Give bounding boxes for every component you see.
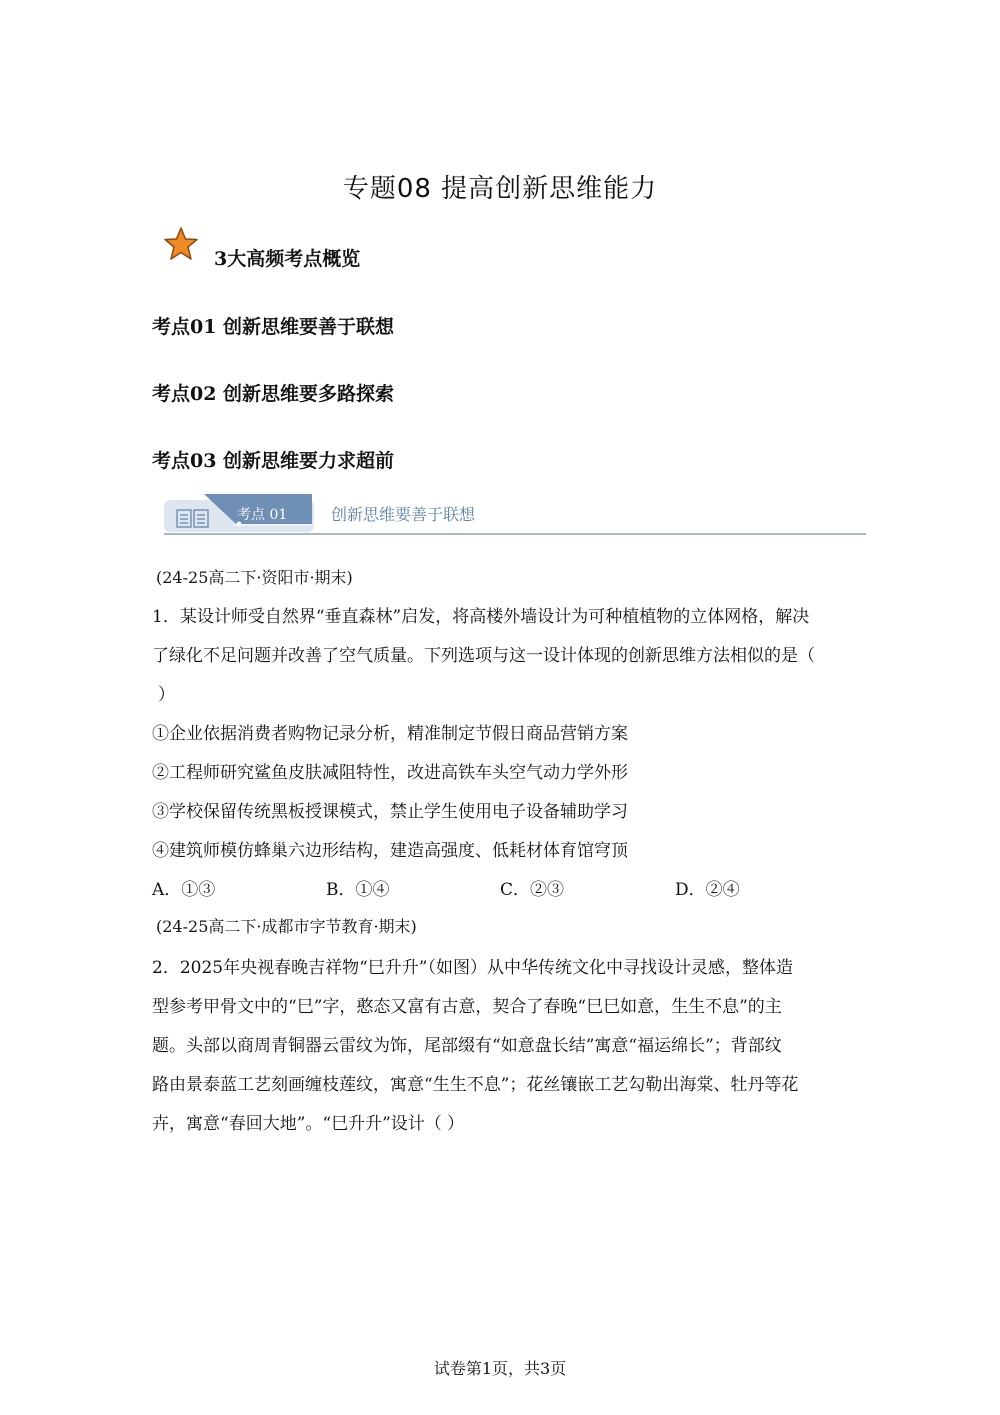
banner-label: 考点 01 [237, 507, 288, 523]
q1-option-b: B．①④ [326, 880, 390, 900]
q2-stem-line-3: 题。头部以商周青铜器云雷纹为饰，尾部缀有“如意盘长结”寓意“福运绵长”；背部纹 [152, 1036, 782, 1056]
q1-option-a: A．①③ [152, 880, 216, 900]
kaodian-item-1: 考点01 创新思维要善于联想 [152, 316, 395, 338]
q1-option-d: D．②④ [675, 880, 740, 900]
q2-stem-line-1: 2．2025年央视春晚吉祥物“巳升升”（如图）从中华传统文化中寻找设计灵感，整体造 [152, 958, 793, 978]
q1-source: (24-25高二下·资阳市·期末) [156, 568, 353, 587]
q1-statement-1: ①企业依据消费者购物记录分析，精准制定节假日商品营销方案 [152, 724, 628, 744]
star-icon [163, 226, 199, 262]
q1-stem-line-3: ） [158, 685, 175, 705]
kaodian-item-3: 考点03 创新思维要力求超前 [152, 450, 395, 472]
q1-statement-2: ②工程师研究鲨鱼皮肤减阻特性，改进高铁车头空气动力学外形 [152, 763, 628, 783]
q1-statement-3: ③学校保留传统黑板授课模式，禁止学生使用电子设备辅助学习 [152, 802, 628, 822]
overview-heading: 3大高频考点概览 [214, 248, 361, 270]
q2-stem-line-5: 卉，寓意“春回大地”。“巳升升”设计（ ） [152, 1114, 465, 1134]
q2-source: (24-25高二下·成都市字节教育·期末) [156, 917, 417, 936]
q2-stem-line-2: 型参考甲骨文中的“巳”字，憨态又富有古意，契合了春晚“巳巳如意，生生不息”的主 [152, 997, 782, 1017]
page-footer: 试卷第1页，共3页 [433, 1359, 567, 1378]
q1-option-c: C．②③ [500, 880, 565, 900]
q1-stem-line-2: 了绿化不足问题并改善了空气质量。下列选项与这一设计体现的创新思维方法相似的是（ [152, 646, 815, 666]
q1-stem-line-1: 1．某设计师受自然界“垂直森林”启发，将高楼外墙设计为可种植植物的立体网格，解决 [152, 607, 810, 627]
q1-statement-4: ④建筑师模仿蜂巢六边形结构，建造高强度、低耗材体育馆穹顶 [152, 841, 628, 861]
q2-stem-line-4: 路由景泰蓝工艺刻画缠枝莲纹，寓意“生生不息”；花丝镶嵌工艺勾勒出海棠、牡丹等花 [152, 1075, 799, 1095]
page-title: 专题08 提高创新思维能力 [342, 174, 658, 204]
banner-title: 创新思维要善于联想 [331, 505, 476, 524]
kaodian-item-2: 考点02 创新思维要多路探索 [152, 383, 395, 405]
